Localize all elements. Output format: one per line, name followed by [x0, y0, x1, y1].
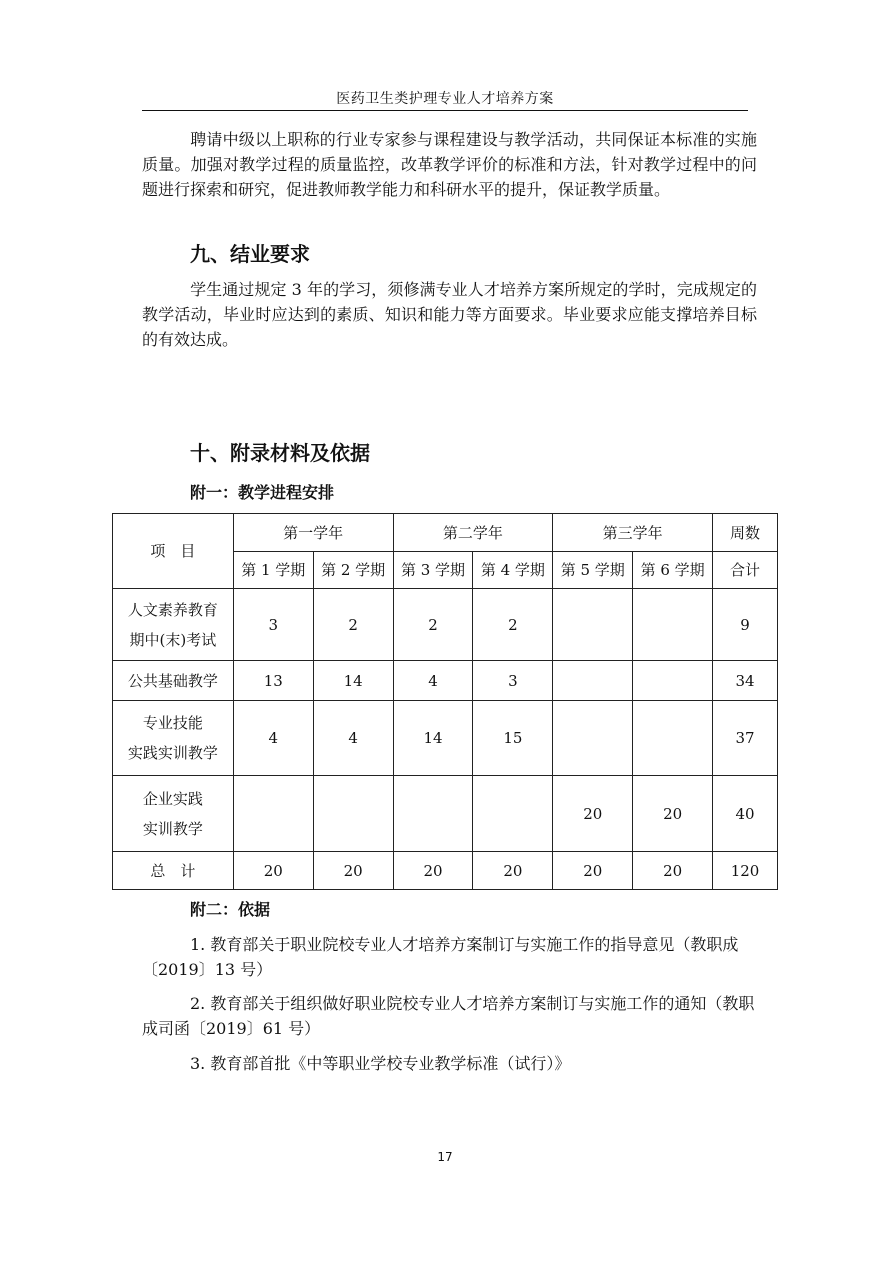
term-header: 第 6 学期: [633, 552, 713, 589]
table-cell: 20: [553, 852, 633, 890]
row-label: [113, 852, 234, 890]
appendix-2-title: 附二：依据: [190, 900, 271, 919]
term-header: 第 3 学期: [393, 552, 473, 589]
total-header-line2: 合计: [713, 552, 778, 589]
reference-item: [142, 991, 762, 1041]
row-label: [113, 776, 234, 852]
intro-paragraph-text: 聘请中级以上职称的行业专家参与课程建设与教学活动，共同保证本标准的实施质量。加强对教学过程的质量监控，改革教学评价的标准和方法，针对教学过程中的问题进行探索和研究，促进教师教学能力和科研水平的提升，保证教学质量。: [142, 130, 757, 199]
total-cell: 9: [713, 589, 778, 661]
table-cell: [633, 589, 713, 661]
total-cell: 40: [713, 776, 778, 852]
total-cell: 120: [713, 852, 778, 890]
section-10-heading: 十、附录材料及依据: [190, 441, 370, 465]
table-cell: 20: [313, 852, 393, 890]
section-9-paragraph-text: 学生通过规定 3 年的学习，须修满专业人才培养方案所规定的学时，完成规定的教学活动，毕业时应达到的素质、知识和能力等方面要求。毕业要求应能支撑培养目标的有效达成。: [142, 280, 757, 349]
table-cell: 2: [393, 589, 473, 661]
table-cell: [633, 661, 713, 701]
year-2-header: 第二学年: [393, 514, 553, 552]
table-cell: [633, 701, 713, 776]
table-cell: [313, 776, 393, 852]
row-label-line: 公共基础教学: [127, 671, 218, 690]
reference-number: 3.: [190, 1054, 206, 1073]
term-header: 第 4 学期: [473, 552, 553, 589]
table-row: [113, 701, 778, 776]
total-header-line1: 周数: [713, 514, 778, 552]
table-cell: 2: [473, 589, 553, 661]
row-label-line: 专业技能: [142, 714, 203, 732]
table-cell: 20: [633, 852, 713, 890]
total-cell: 37: [713, 701, 778, 776]
table-cell: [553, 661, 633, 701]
table-header-row-years: [113, 514, 778, 552]
table-row-total: [113, 852, 778, 890]
section-9-heading: 九、结业要求: [190, 242, 310, 266]
row-label-line: 实践实训教学: [127, 744, 218, 762]
row-label: [113, 589, 234, 661]
schedule-table: [112, 513, 778, 890]
table-cell: [393, 776, 473, 852]
reference-item: [142, 1051, 762, 1076]
table-cell: 3: [233, 589, 313, 661]
term-header: 第 2 学期: [313, 552, 393, 589]
table-cell: 20: [473, 852, 553, 890]
reference-text: 教育部关于组织做好职业院校专业人才培养方案制订与实施工作的通知（教职成司函〔2019〕61 号）: [142, 994, 755, 1038]
header-rule: [142, 110, 748, 111]
row-label-line: 期中(末)考试: [129, 630, 217, 649]
reference-number: 1.: [190, 935, 206, 954]
row-label-line: 企业实践: [142, 789, 203, 808]
appendix-1-title: 附一：教学进程安排: [190, 483, 335, 502]
row-label-line: 实训教学: [142, 819, 203, 838]
table-row: [113, 776, 778, 852]
reference-number: 2.: [190, 994, 206, 1013]
table-cell: 20: [553, 776, 633, 852]
row-label-line: 人文素养教育: [127, 600, 218, 619]
table-cell: [233, 776, 313, 852]
total-cell: 34: [713, 661, 778, 701]
table-cell: [553, 589, 633, 661]
row-label: [113, 661, 234, 701]
reference-item: [142, 932, 762, 982]
reference-text: 教育部首批《中等职业学校专业教学标准（试行）》: [210, 1054, 571, 1073]
table-cell: 4: [313, 701, 393, 776]
term-header: 第 5 学期: [553, 552, 633, 589]
table-cell: [473, 776, 553, 852]
table-cell: 14: [393, 701, 473, 776]
table-cell: 4: [233, 701, 313, 776]
running-header: 医药卫生类护理专业人才培养方案: [336, 91, 554, 107]
table-cell: 2: [313, 589, 393, 661]
row-label-line: 总 计: [150, 861, 196, 880]
table-cell: 4: [393, 661, 473, 701]
table-cell: 20: [233, 852, 313, 890]
table-cell: 15: [473, 701, 553, 776]
table-cell: 13: [233, 661, 313, 701]
table-row: [113, 661, 778, 701]
page-number: 17: [437, 1150, 453, 1164]
term-header: 第 1 学期: [233, 552, 313, 589]
table-cell: 20: [393, 852, 473, 890]
reference-text: 教育部关于职业院校专业人才培养方案制订与实施工作的指导意见（教职成〔2019〕13 号）: [142, 935, 739, 979]
section-9-paragraph: [142, 277, 757, 352]
row-label: [113, 701, 234, 776]
table-cell: [553, 701, 633, 776]
table-cell: 20: [633, 776, 713, 852]
table-cell: 3: [473, 661, 553, 701]
year-3-header: 第三学年: [553, 514, 713, 552]
intro-paragraph: [142, 127, 757, 202]
table-row: [113, 589, 778, 661]
year-1-header: 第一学年: [233, 514, 393, 552]
item-header-cell: 项 目: [113, 514, 234, 589]
table-cell: 14: [313, 661, 393, 701]
